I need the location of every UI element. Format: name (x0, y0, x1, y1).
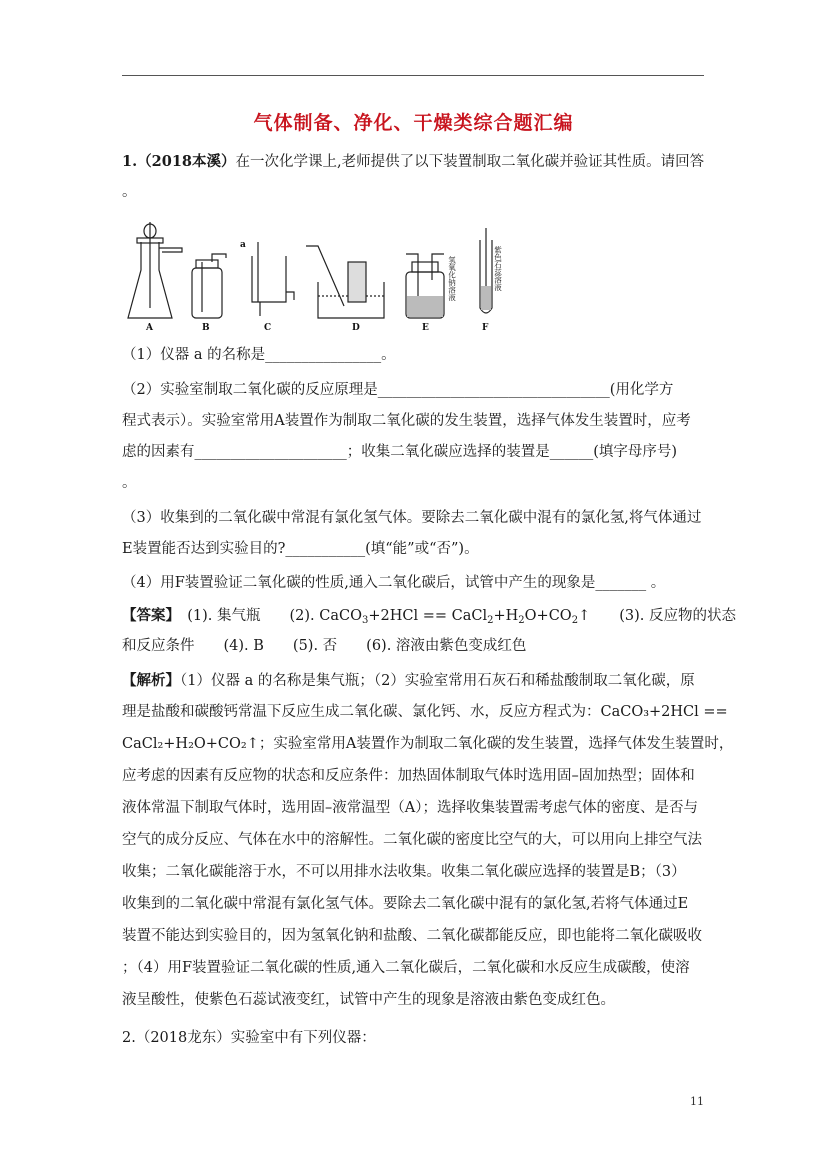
apparatus-b (192, 254, 226, 318)
analysis-text-1: （1）仪器 a 的名称是集气瓶；（2）实验室常用石灰石和稀盐酸制取二氧化碳，原 (180, 673, 695, 689)
apparatus-figure (122, 222, 502, 334)
analysis-line10: ；（4）用F装置验证二氧化碳的性质,通入二氧化碳后，二氧化碳和水反应生成碳酸，使溶 (122, 960, 690, 976)
answer-text-a: (1). 集气瓶 (2). CaCO (172, 608, 362, 624)
q1-sub4: （4）用F装置验证二氧化碳的性质,通入二氧化碳后，试管中产生的现象是_______ 。 (122, 575, 666, 591)
answer-text-e: ↑ (3). 反应物的状态 (578, 608, 736, 624)
q1-sub1: （1）仪器 a 的名称是________________。 (122, 347, 396, 363)
analysis-line7: 收集；二氧化碳能溶于水，不可以用排水法收集。收集二氧化碳应选择的装置是B；（3） (122, 864, 686, 880)
label-e: E (422, 323, 429, 333)
analysis-tag: 【解析】 (122, 672, 180, 689)
label-d: D (352, 323, 360, 333)
marker-a: a (240, 240, 246, 250)
q1-stem-line2: 。 (122, 184, 137, 200)
analysis-line5: 液体常温下制取气体时，选用固–液常温型（A）；选择收集装置需考虑气体的密度、是否与 (122, 800, 698, 816)
label-c: C (264, 323, 272, 333)
answer-line2: 和反应条件 (4). B (5). 否 (6). 溶液由紫色变成红色 (122, 638, 527, 654)
answer-sub-4: 2 (571, 615, 579, 626)
q1-sub2-l1: （2）实验室制取二氧化碳的反应原理是________________________________(用化学方 (122, 382, 674, 398)
analysis-line2: 理是盐酸和碳酸钙常温下反应生成二氧化碳、氯化钙、水，反应方程式为：CaCO₃+2HCl == (122, 704, 728, 720)
analysis-line4: 应考虑的因素有反应物的状态和反应条件：加热固体制取气体时选用固–固加热型；固体和 (122, 768, 695, 784)
page-number: 11 (690, 1095, 704, 1108)
q2-stem: 2.（2018龙东）实验室中有下列仪器： (122, 1030, 376, 1046)
q1-stem-line1 (122, 146, 706, 178)
q1-number: 1. (122, 153, 138, 170)
apparatus-c (252, 242, 294, 316)
analysis-line8: 收集到的二氧化碳中常混有氯化氢气体。要除去二氧化碳中混有的氯化氢,若将气体通过E (122, 896, 689, 912)
answer-sub-1: 3 (362, 615, 369, 626)
answer-sub-2: 2 (487, 615, 494, 626)
apparatus-d (306, 246, 384, 318)
answer-text-c: +H (493, 608, 519, 624)
apparatus-f (480, 228, 492, 313)
answer-tag: 【答案】 (122, 607, 173, 624)
label-b: B (202, 323, 210, 333)
label-f: F (482, 323, 489, 333)
analysis-line6: 空气的成分反应、气体在水中的溶解性。二氧化碳的密度比空气的大，可以用向上排空气法 (122, 832, 702, 848)
q1-sub2-l3: 虑的因素有_____________________；收集二氧化碳应选择的装置是______(填字母序号) (122, 444, 678, 460)
apparatus-diagram (122, 222, 502, 334)
q1-sub3-l2: E装置能否达到实验目的?___________(填“能”或“否”)。 (122, 541, 479, 557)
header-rule (122, 75, 704, 76)
q1-sub2-l4: 。 (122, 475, 137, 491)
analysis-line1 (122, 665, 706, 697)
apparatus-a (128, 222, 182, 318)
q1-sub3-l1: （3）收集到的二氧化碳中常混有氯化氢气体。要除去二氧化碳中混有的氯化氢,将气体通过 (122, 510, 702, 526)
answer-sub-3: 2 (518, 615, 525, 626)
q1-sub2-l2: 程式表示）。实验室常用A装置作为制取二氧化碳的发生装置，选择气体发生装置时，应考 (122, 413, 691, 429)
apparatus-e (406, 254, 444, 318)
label-a: A (146, 323, 153, 333)
answer-text-d: O+CO (524, 608, 572, 624)
analysis-line11: 液呈酸性，使紫色石蕊试液变红，试管中产生的现象是溶液由紫色变成红色。 (122, 992, 615, 1008)
answer-text-b: +2HCl == CaCl (368, 608, 488, 624)
e-solution-label: 氢氧化钠溶液 (447, 256, 457, 301)
page-title: 气体制备、净化、干燥类综合题汇编 (253, 112, 574, 134)
f-solution-label: 紫色石蕊溶液 (493, 246, 502, 291)
q1-stem-text: 在一次化学课上,老师提供了以下装置制取二氧化碳并验证其性质。请回答 (235, 154, 705, 170)
q1-source: （2018本溪） (137, 153, 236, 170)
analysis-line3: CaCl₂+H₂O+CO₂↑；实验室常用A装置作为制取二氧化碳的发生装置，选择气体发生装置时， (122, 736, 734, 752)
analysis-line9: 装置不能达到实验目的，因为氢氧化钠和盐酸、二氧化碳都能反应，即也能将二氧化碳吸收 (122, 928, 702, 944)
